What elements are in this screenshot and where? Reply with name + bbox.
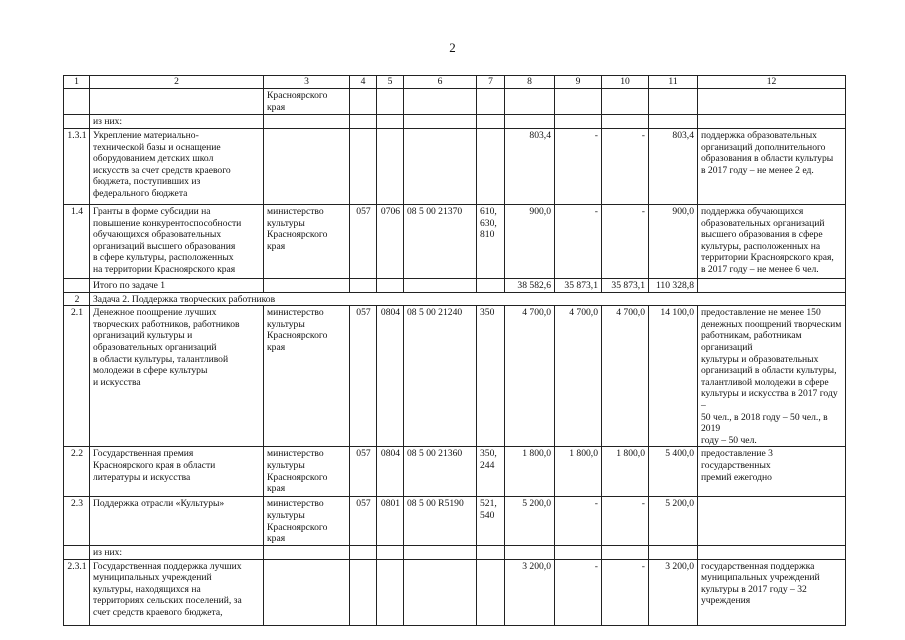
task-row xyxy=(64,292,846,306)
table-cell: 057 xyxy=(350,447,377,497)
subhead-row xyxy=(64,115,846,129)
total-value: 38 582,6 xyxy=(505,279,555,293)
table-cell: 803,4 xyxy=(505,129,555,205)
table-cell: 5 200,0 xyxy=(505,497,555,545)
table-cell xyxy=(649,89,698,115)
table-cell: предоставление не менее 150 денежных поощрений творческим работникам, работникам организаций культуры и образовательных организаций в области культуры, талантливой молодежи в сфере культуры и искусства в 2017 году – 50 чел., в 2018 году – 50 чел., в 2019 году – 50 чел. xyxy=(698,306,846,447)
budget-table xyxy=(63,75,846,626)
table-cell: поддержка образовательных организаций дополнительного образования в области культуры в 2017 году – не менее 2 ед. xyxy=(698,129,846,205)
table-cell xyxy=(404,559,477,625)
table-cell: 14 100,0 xyxy=(649,306,698,447)
table-cell: предоставление 3 государственных премий ежегодно xyxy=(698,447,846,497)
table-cell: 08 5 00 21360 xyxy=(404,447,477,497)
table-cell: 900,0 xyxy=(649,205,698,279)
table-cell: 900,0 xyxy=(505,205,555,279)
table-cell: 08 5 00 21370 xyxy=(404,205,477,279)
table-cell xyxy=(698,115,846,129)
total-label: Итого по задаче 1 xyxy=(90,279,264,293)
table-cell xyxy=(350,279,377,293)
column-header: 8 xyxy=(505,76,555,89)
table-cell: Поддержка отрасли «Культуры» xyxy=(90,497,264,545)
table-row xyxy=(64,89,846,115)
table-cell: Государственная поддержка лучших муниципальных учреждений культуры, находящихся на территориях сельских поселений, за счет средств краевого бюджета, xyxy=(90,559,264,625)
table-cell: 2.2 xyxy=(64,447,90,497)
table-cell: поддержка обучающихся образовательных организаций высшего образования в сфере культуры, расположенных на территории Красноярского края, в 2017 году – не менее 6 чел. xyxy=(698,205,846,279)
column-header: 11 xyxy=(649,76,698,89)
table-cell xyxy=(90,89,264,115)
table-cell: министерство культуры Красноярского края xyxy=(264,205,350,279)
table-cell: 057 xyxy=(350,497,377,545)
table-row xyxy=(64,129,846,205)
table-row xyxy=(64,306,846,447)
table-cell: - xyxy=(602,559,649,625)
table-cell: - xyxy=(555,497,602,545)
table-cell: министерство культуры Красноярского края xyxy=(264,306,350,447)
table-cell xyxy=(264,559,350,625)
table-cell xyxy=(377,559,404,625)
table-cell xyxy=(698,89,846,115)
table-cell: 4 700,0 xyxy=(505,306,555,447)
table-row xyxy=(64,205,846,279)
table-cell xyxy=(64,115,90,129)
column-header: 6 xyxy=(404,76,477,89)
table-row xyxy=(64,559,846,625)
table-cell xyxy=(477,279,505,293)
table-cell xyxy=(350,89,377,115)
total-value: 110 328,8 xyxy=(649,279,698,293)
table-cell: 1 800,0 xyxy=(505,447,555,497)
table-cell xyxy=(350,545,377,559)
table-cell: - xyxy=(555,559,602,625)
table-cell xyxy=(404,279,477,293)
table-cell: Укрепление материально- технической базы и оснащение оборудованием детских школ искусств за счет средств краевого бюджета, поступивших из федерального бюджета xyxy=(90,129,264,205)
table-cell: 4 700,0 xyxy=(555,306,602,447)
table-cell: 4 700,0 xyxy=(602,306,649,447)
table-cell xyxy=(264,129,350,205)
table-cell xyxy=(477,545,505,559)
table-cell: - xyxy=(602,205,649,279)
table-cell: 08 5 00 R5190 xyxy=(404,497,477,545)
subhead-label: из них: xyxy=(90,115,264,129)
total-value: 35 873,1 xyxy=(555,279,602,293)
table-cell xyxy=(377,545,404,559)
table-cell: - xyxy=(555,129,602,205)
column-header: 5 xyxy=(377,76,404,89)
column-header: 4 xyxy=(350,76,377,89)
table-cell xyxy=(264,545,350,559)
table-cell: 5 200,0 xyxy=(649,497,698,545)
table-cell: 057 xyxy=(350,306,377,447)
column-header: 3 xyxy=(264,76,350,89)
table-cell xyxy=(377,115,404,129)
budget-table-body xyxy=(64,76,846,626)
table-cell: 0804 xyxy=(377,306,404,447)
table-cell xyxy=(477,559,505,625)
subhead-row xyxy=(64,545,846,559)
table-cell xyxy=(505,89,555,115)
total-row xyxy=(64,279,846,293)
table-cell: 3 200,0 xyxy=(649,559,698,625)
table-cell xyxy=(698,279,846,293)
table-cell xyxy=(555,115,602,129)
table-cell xyxy=(377,129,404,205)
task-number: 2 xyxy=(64,292,90,306)
table-cell xyxy=(555,89,602,115)
table-cell xyxy=(64,279,90,293)
table-cell: 2.3.1 xyxy=(64,559,90,625)
table-cell: - xyxy=(602,497,649,545)
table-cell: государственная поддержка муниципальных учреждений культуры в 2017 году – 32 учреждения xyxy=(698,559,846,625)
table-cell xyxy=(377,89,404,115)
table-cell xyxy=(404,545,477,559)
column-header: 12 xyxy=(698,76,846,89)
table-cell: 057 xyxy=(350,205,377,279)
table-cell: 0801 xyxy=(377,497,404,545)
table-cell xyxy=(602,89,649,115)
table-cell: Государственная премия Красноярского края в области литературы и искусства xyxy=(90,447,264,497)
task-label: Задача 2. Поддержка творческих работников xyxy=(90,292,846,306)
table-cell: 803,4 xyxy=(649,129,698,205)
table-cell: министерство культуры Красноярского края xyxy=(264,447,350,497)
table-cell: Денежное поощрение лучших творческих работников, работников организаций культуры и образовательных организаций в области культуры, талантливой молодежи в сфере культуры и искусства xyxy=(90,306,264,447)
table-cell xyxy=(350,115,377,129)
table-cell xyxy=(602,115,649,129)
table-cell: Гранты в форме субсидии на повышение конкурентоспособности обучающихся образовательных организаций высшего образования в сфере культуры, расположенных на территории Красноярского края xyxy=(90,205,264,279)
table-cell: 1.3.1 xyxy=(64,129,90,205)
table-row xyxy=(64,447,846,497)
table-cell: 0804 xyxy=(377,447,404,497)
table-cell: 610, 630, 810 xyxy=(477,205,505,279)
table-cell xyxy=(649,545,698,559)
table-cell xyxy=(64,545,90,559)
table-cell: 350 xyxy=(477,306,505,447)
table-cell xyxy=(264,115,350,129)
table-cell xyxy=(64,89,90,115)
table-cell xyxy=(404,115,477,129)
table-cell xyxy=(602,545,649,559)
page-number: 2 xyxy=(449,40,456,55)
table-cell xyxy=(477,129,505,205)
table-cell xyxy=(350,559,377,625)
table-cell xyxy=(350,129,377,205)
table-cell xyxy=(377,279,404,293)
table-cell xyxy=(505,545,555,559)
table-cell xyxy=(404,129,477,205)
table-cell: 3 200,0 xyxy=(505,559,555,625)
table-row xyxy=(64,497,846,545)
table-cell: 1.4 xyxy=(64,205,90,279)
table-cell: 1 800,0 xyxy=(602,447,649,497)
subhead-label: из них: xyxy=(90,545,264,559)
table-cell xyxy=(505,115,555,129)
table-cell: 08 5 00 21240 xyxy=(404,306,477,447)
table-cell: 2.3 xyxy=(64,497,90,545)
table-cell xyxy=(477,89,505,115)
table-cell: Красноярского края xyxy=(264,89,350,115)
table-cell xyxy=(477,115,505,129)
column-header: 7 xyxy=(477,76,505,89)
table-cell: 5 400,0 xyxy=(649,447,698,497)
table-cell: 0706 xyxy=(377,205,404,279)
column-header: 1 xyxy=(64,76,90,89)
table-cell: 1 800,0 xyxy=(555,447,602,497)
table-cell xyxy=(555,545,602,559)
table-cell: 521, 540 xyxy=(477,497,505,545)
column-header: 2 xyxy=(90,76,264,89)
table-cell xyxy=(404,89,477,115)
column-header-row xyxy=(64,76,846,89)
table-cell: - xyxy=(602,129,649,205)
table-cell: министерство культуры Красноярского края xyxy=(264,497,350,545)
table-cell xyxy=(649,115,698,129)
table-cell: - xyxy=(555,205,602,279)
table-cell xyxy=(698,497,846,545)
total-value: 35 873,1 xyxy=(602,279,649,293)
table-cell: 2.1 xyxy=(64,306,90,447)
column-header: 10 xyxy=(602,76,649,89)
column-header: 9 xyxy=(555,76,602,89)
table-cell xyxy=(264,279,350,293)
table-cell: 350, 244 xyxy=(477,447,505,497)
table-cell xyxy=(698,545,846,559)
